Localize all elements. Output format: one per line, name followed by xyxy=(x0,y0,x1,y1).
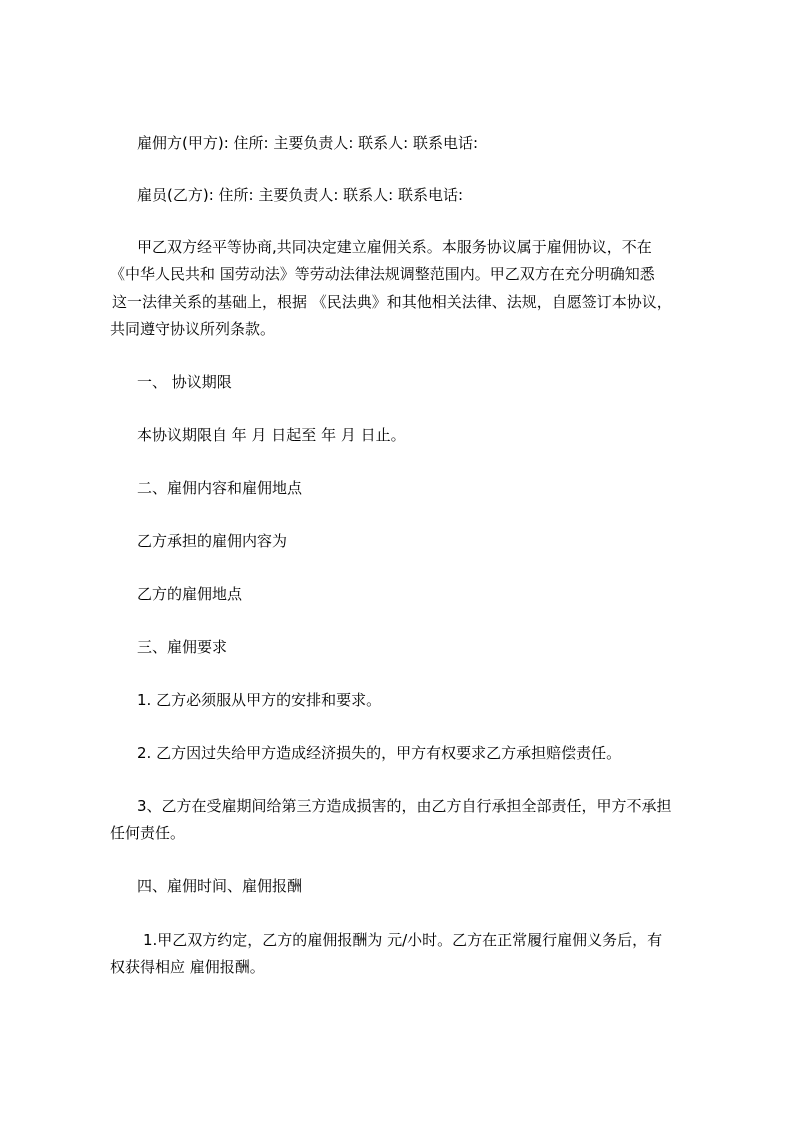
intro-line-1: 甲乙双方经平等协商,共同决定建立雇佣关系。本服务协议属于雇佣协议，不在 xyxy=(137,238,652,256)
section-4-item-1-line-2: 权获得相应 雇佣报酬。 xyxy=(110,958,265,976)
section-2-content: 乙方承担的雇佣内容为 xyxy=(137,532,288,550)
section-4-heading: 四、雇佣时间、雇佣报酬 xyxy=(137,877,303,895)
intro-line-4: 共同遵守协议所列条款。 xyxy=(110,320,276,338)
section-4-item-1-line-1: 1.甲乙双方约定，乙方的雇佣报酬为 元/小时。乙方在正常履行雇佣义务后，有 xyxy=(143,931,663,949)
section-3-item-1: 1. 乙方必须服从甲方的安排和要求。 xyxy=(137,691,382,709)
employer-info: 雇佣方(甲方): 住所: 主要负责人: 联系人: 联系电话: xyxy=(137,134,479,152)
section-3-heading: 三、雇佣要求 xyxy=(137,638,228,656)
section-3-item-3-line-1: 3、乙方在受雇期间给第三方造成损害的，由乙方自行承担全部责任，甲方不承担 xyxy=(137,797,672,815)
intro-line-2: 《中华人民共和 国劳动法》等劳动法律法规调整范围内。甲乙双方在充分明确知悉 xyxy=(110,265,655,283)
intro-line-3: 这一法律关系的基础上，根据 《民法典》和其他相关法律、法规，自愿签订本协议， xyxy=(112,293,672,311)
section-2-heading: 二、雇佣内容和雇佣地点 xyxy=(137,479,303,497)
section-3-item-2: 2. 乙方因过失给甲方造成经济损失的，甲方有权要求乙方承担赔偿责任。 xyxy=(137,744,622,762)
section-2-location: 乙方的雇佣地点 xyxy=(137,585,243,603)
section-1-term: 本协议期限自 年 月 日起至 年 月 日止。 xyxy=(137,426,406,444)
section-1-heading: 一、 协议期限 xyxy=(137,373,232,391)
employee-info: 雇员(乙方): 住所: 主要负责人: 联系人: 联系电话: xyxy=(137,186,464,204)
section-3-item-3-line-2: 任何责任。 xyxy=(110,824,186,842)
